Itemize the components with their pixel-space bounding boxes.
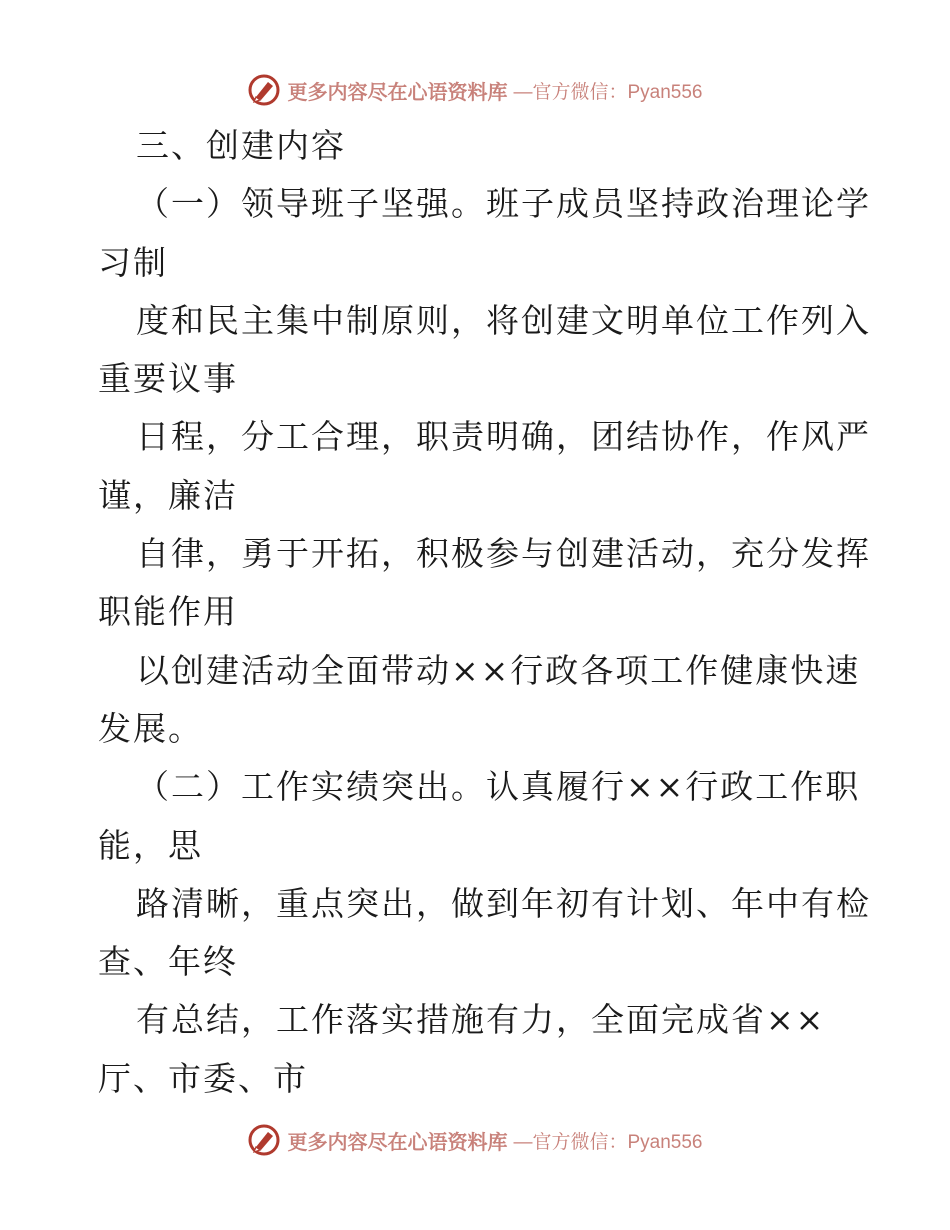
paragraph-line: 自律，勇于开拓，积极参与创建活动，充分发挥 bbox=[136, 534, 871, 574]
paragraph-line: 重要议事 bbox=[98, 359, 238, 399]
paragraph-line: （一）领导班子坚强。班子成员坚持政治理论学 bbox=[136, 184, 871, 224]
pen-logo-icon bbox=[247, 73, 281, 107]
paragraph-line: 度和民主集中制原则，将创建文明单位工作列入 bbox=[136, 300, 871, 340]
header-banner bbox=[0, 70, 950, 110]
paragraph-line: 能，思 bbox=[98, 825, 203, 865]
paragraph-line: 习制 bbox=[98, 242, 168, 282]
document-body bbox=[98, 117, 871, 1108]
paragraph-line: 谨，廉洁 bbox=[98, 475, 238, 515]
banner-text: 更多内容尽在心语资料库 bbox=[287, 1129, 508, 1154]
footer-banner bbox=[0, 1120, 950, 1160]
paragraph-line: 以创建活动全面带动××行政各项工作健康快速 bbox=[136, 650, 861, 690]
section-heading: 三、创建内容 bbox=[136, 126, 346, 165]
paragraph-line: 日程，分工合理，职责明确，团结协作，作风严 bbox=[136, 417, 871, 457]
pen-logo-icon bbox=[247, 1123, 281, 1157]
paragraph-line: 发展。 bbox=[98, 708, 203, 748]
paragraph-line: 职能作用 bbox=[98, 592, 238, 632]
paragraph-line: 路清晰，重点突出，做到年初有计划、年中有检 bbox=[136, 883, 871, 923]
banner-wechat: —官方微信：Pyan556 bbox=[513, 1131, 703, 1153]
banner-wechat: —官方微信：Pyan556 bbox=[513, 81, 703, 103]
paragraph-line: 厅、市委、市 bbox=[98, 1058, 308, 1098]
paragraph-line: 查、年终 bbox=[98, 942, 238, 982]
banner-text: 更多内容尽在心语资料库 bbox=[287, 79, 508, 104]
paragraph-line: （二）工作实绩突出。认真履行××行政工作职 bbox=[136, 767, 861, 807]
paragraph-line: 有总结，工作落实措施有力，全面完成省×× bbox=[136, 1000, 826, 1040]
